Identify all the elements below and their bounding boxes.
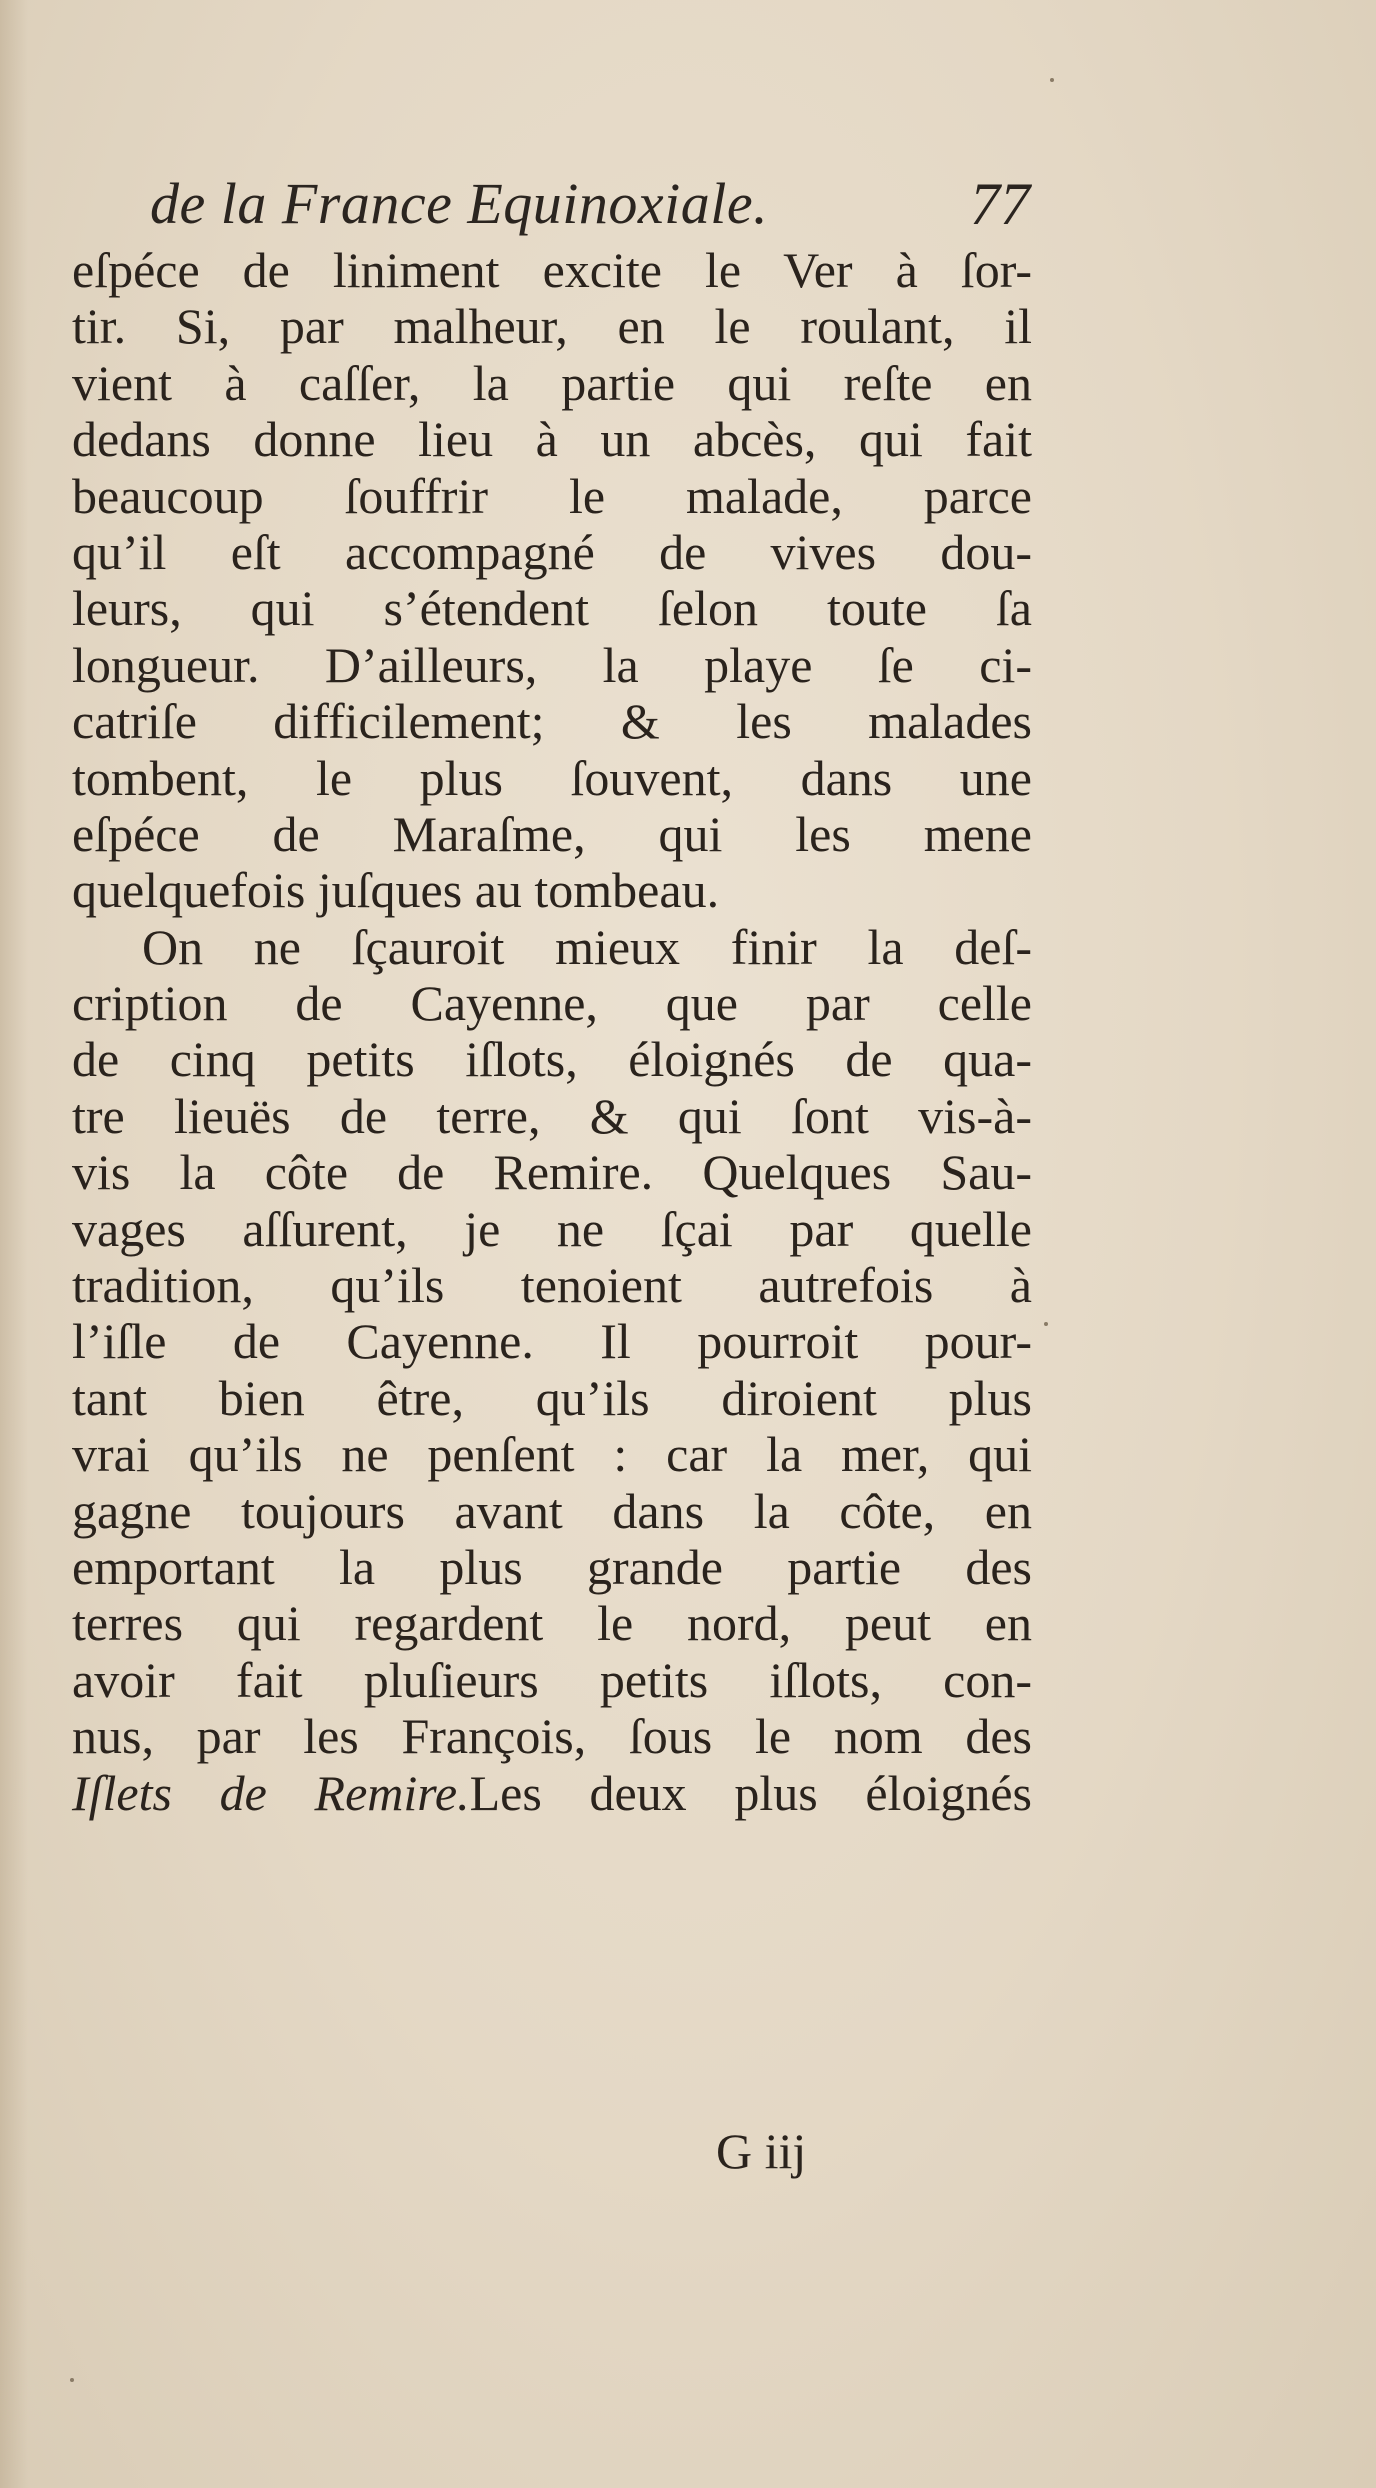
text-line: tant bien être, qu’ils diroient plus: [72, 1369, 1032, 1426]
text-line: vrai qu’ils ne penſent : car la mer, qui: [72, 1426, 1032, 1483]
body-text: [72, 242, 1032, 1821]
text-line: catriſe difficilement; & les malades: [72, 693, 1032, 750]
paper-speck: [70, 2378, 74, 2382]
paragraph-first-line: On ne ſçauroit mieux finir la deſ-: [142, 918, 1032, 975]
text-line: vages aſſurent, je ne ſçai par quelle: [72, 1200, 1032, 1257]
text-line: quelquefois juſques au tombeau.: [72, 862, 720, 919]
text-line: vis la côte de Remire. Quelques Sau-: [72, 1144, 1032, 1201]
text-line: eſpéce de Maraſme, qui les mene: [72, 805, 1032, 862]
text-line: tradition, qu’ils tenoient autrefois à: [72, 1257, 1032, 1314]
text-line: de cinq petits iſlots, éloignés de qua-: [72, 1031, 1032, 1088]
text-line: qu’il eſt accompagné de vives dou-: [72, 523, 1032, 580]
page-number: 77: [970, 171, 1030, 237]
signature-mark: G iij: [716, 2123, 807, 2179]
text-line: cription de Cayenne, que par celle: [72, 975, 1032, 1032]
text-line: terres qui regardent le nord, peut en: [72, 1595, 1032, 1652]
text-line: tir. Si, par malheur, en le roulant, il: [72, 298, 1032, 355]
text-line: tombent, le plus ſouvent, dans une: [72, 749, 1032, 806]
text-line: avoir fait pluſieurs petits iſlots, con-: [72, 1651, 1032, 1708]
page-header: [150, 170, 1030, 240]
text-line: eſpéce de liniment excite le Ver à ſor-: [72, 242, 1032, 298]
text-line: vient à caſſer, la partie qui reſte en: [72, 354, 1032, 411]
gutter-shadow: [0, 0, 28, 2488]
paper-speck: [1050, 78, 1054, 82]
text-line: gagne toujours avant dans la côte, en: [72, 1482, 1032, 1539]
text-line: beaucoup ſouffrir le malade, parce: [72, 467, 1032, 524]
text-line: tre lieuës de terre, & qui ſont vis-à-: [72, 1087, 1032, 1144]
text-line: leurs, qui s’étendent ſelon toute ſa: [72, 580, 1032, 637]
italic-place-name: Iſlets de Remire.: [72, 1764, 470, 1821]
text-run: Les deux plus éloignés: [469, 1764, 1032, 1821]
text-line: nus, par les François, ſous le nom des: [72, 1708, 1032, 1765]
text-line: dedans donne lieu à un abcès, qui fait: [72, 411, 1032, 468]
text-line: longueur. D’ailleurs, la playe ſe ci-: [72, 636, 1032, 693]
paper-speck: [1044, 1322, 1048, 1326]
text-line: l’iſle de Cayenne. Il pourroit pour-: [72, 1313, 1032, 1370]
running-title: de la France Equinoxiale.: [150, 171, 769, 236]
text-line-final: [72, 1765, 1032, 1821]
text-line: emportant la plus grande partie des: [72, 1538, 1032, 1595]
